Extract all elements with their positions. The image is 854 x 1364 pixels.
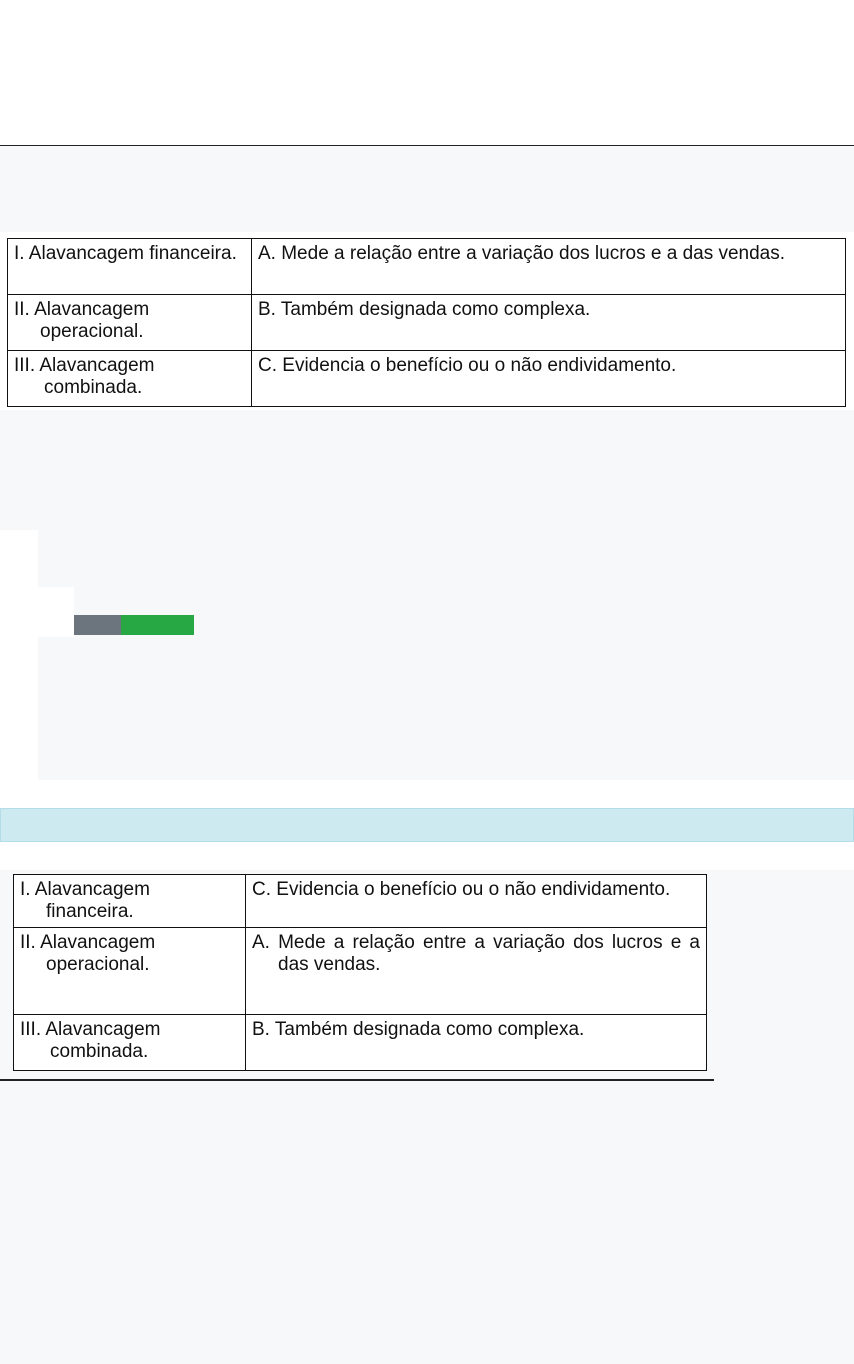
item-number: II. xyxy=(20,932,36,953)
item-text: Evidencia o benefício ou o não endividamento. xyxy=(282,355,677,376)
item-number: III. xyxy=(14,355,36,376)
item-text: Também designada como complexa. xyxy=(280,299,591,320)
item-letter: B. xyxy=(252,1019,270,1040)
item-letter: B. xyxy=(258,299,276,320)
item-text: Alavancagem operacional. xyxy=(40,932,156,975)
progress-bar xyxy=(74,615,194,635)
question-header-panel xyxy=(0,146,854,232)
table-cell-right xyxy=(252,295,846,351)
table-row xyxy=(8,239,846,295)
item-letter: A. xyxy=(258,243,276,264)
table-row xyxy=(14,1015,707,1071)
table-cell-left xyxy=(14,875,246,928)
item-number: III. xyxy=(20,1019,42,1040)
table-cell-left xyxy=(8,351,252,407)
item-number: I. xyxy=(20,879,31,900)
table-cell-right xyxy=(246,1015,707,1071)
options-content-panel xyxy=(38,530,854,780)
table-cell-right xyxy=(246,928,707,1015)
answer-divider xyxy=(0,1079,714,1081)
item-text: Mede a relação entre a variação dos lucros e a das vendas. xyxy=(278,932,701,975)
options-notch xyxy=(38,587,74,637)
item-text: Alavancagem combinada. xyxy=(45,1019,161,1062)
progress-bar-done xyxy=(74,615,121,635)
item-letter: C. xyxy=(252,879,271,900)
table-cell-right xyxy=(246,875,707,928)
item-text: Evidencia o benefício ou o não endividamento. xyxy=(276,879,671,900)
table-cell-left xyxy=(8,239,252,295)
table-cell-left xyxy=(14,928,246,1015)
item-text: Alavancagem financeira. xyxy=(28,243,237,264)
item-letter: C. xyxy=(258,355,277,376)
table-cell-left xyxy=(14,1015,246,1071)
table-row xyxy=(8,351,846,407)
table-row xyxy=(14,928,707,1015)
answer-banner xyxy=(0,808,854,842)
question-options-panel xyxy=(0,410,854,530)
item-number: II. xyxy=(14,299,30,320)
item-text: Também designada como complexa. xyxy=(274,1019,585,1040)
item-text: Alavancagem financeira. xyxy=(34,879,150,922)
answer-matching-table xyxy=(13,874,707,1071)
item-text: Alavancagem operacional. xyxy=(34,299,150,342)
table-cell-right xyxy=(252,239,846,295)
table-cell-left xyxy=(8,295,252,351)
progress-bar-remaining xyxy=(121,615,194,635)
table-row xyxy=(8,295,846,351)
table-cell-right xyxy=(252,351,846,407)
question-matching-table xyxy=(7,238,846,407)
item-letter: A. xyxy=(252,932,270,953)
item-number: I. xyxy=(14,243,25,264)
item-text: Alavancagem combinada. xyxy=(39,355,155,398)
item-text: Mede a relação entre a variação dos lucros e a das vendas. xyxy=(281,243,786,264)
table-row xyxy=(14,875,707,928)
